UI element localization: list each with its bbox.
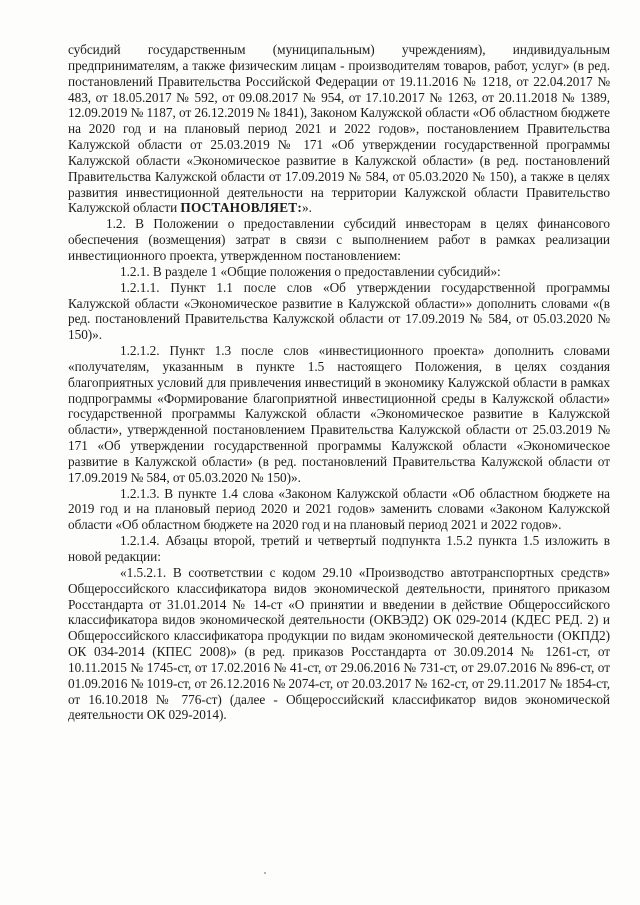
paragraph-1-5-2-1: «1.5.2.1. В соответствии с кодом 29.10 «Производство автотранспортных средств» Общероссийского классификатора видов экономической деятельности, принятого приказом Росстандарта от 31.01.2014 № 14-ст «О принятии и введении в действие Общероссийского классификатора видов экономической деятельности (ОКВЭД2) ОК 029-2014 (КДЕС РЕД. 2) и Общероссийского классификатора продукции по видам экономической деятельности (ОКПД2) ОК 034-2014 (КПЕС 2008)» (в ред. приказов Росстандарта от 30.09.2014 № 1261-ст, от 10.11.2015 № 1745-ст, от 17.02.2016 № 41-ст, от 29.06.2016 № 731-ст, от 29.07.2016 № 896-ст, от 01.09.2016 № 1019-ст, от 26.12.2016 № 2074-ст, от 20.03.2017 № 162-ст, от 29.11.2017 № 1854-ст, от 16.10.2018 № 776-ст) (далее - Общероссийский классификатор видов экономической деятельности ОК 029-2014).	[68, 564, 610, 723]
paragraph-1-2-1-1: 1.2.1.1. Пункт 1.1 после слов «Об утверждении государственной программы Калужской области «Экономическое развитие в Калужской области»» дополнить словами «(в ред. постановлений Правительства Калужской области от 17.09.2019 № 584, от 05.03.2020 № 150)».	[68, 279, 610, 343]
paragraph-1-2-1-4: 1.2.1.4. Абзацы второй, третий и четвертый подпункта 1.5.2 пункта 1.5 изложить в новой редакции:	[68, 533, 610, 564]
decree-keyword: ПОСТАНОВЛЯЕТ:	[180, 200, 303, 216]
preamble-text: субсидий государственным (муниципальным) учреждениям), индивидуальным предпринимателям, а также физическим лицам - производителям товаров, работ, услуг» (в ред. постановлений Правительства Российской Федерации от 19.11.2016 № 1218, от 22.04.2017 № 483, от 18.05.2017 № 592, от 09.08.2017 № 954, от 17.10.2017 № 1263, от 20.11.2018 № 1389, 12.09.2019 № 1187, от 26.12.2019 № 1841), Законом Калужской области «Об областном бюджете на 2020 год и на плановый период 2021 и 2022 годов», постановлением Правительства Калужской области от 25.03.2019 № 171 «Об утверждении государственной программы Калужской области «Экономическое развитие в Калужской области» (в ред. постановлений Правительства Калужской области от 17.09.2019 № 584, от 05.03.2020 № 150), а также в целях развития инвестиционной деятельности на территории Калужской области Правительство Калужской области	[68, 42, 610, 216]
paragraph-1-2-1-3: 1.2.1.3. В пункте 1.4 слова «Законом Калужской области «Об областном бюджете на 2019 год и на плановый период 2020 и 2021 годов» заменить словами «Законом Калужской области «Об областном бюджете на 2020 год и на плановый период 2021 и 2022 годов».	[68, 485, 610, 533]
scan-speck	[264, 872, 266, 874]
paragraph-1-2-1: 1.2.1. В разделе 1 «Общие положения о предоставлении субсидий»:	[120, 263, 501, 279]
paragraph-preamble	[68, 42, 610, 216]
paragraph-1-2: 1.2. В Положении о предоставлении субсидий инвесторам в целях финансового обеспечения (возмещения) затрат в связи с выполнением работ в рамках реализации инвестиционного проекта, утвержденном постановлением:	[68, 216, 610, 263]
paragraph-1-2-1-2: 1.2.1.2. Пункт 1.3 после слов «инвестиционного проекта» дополнить словами «получателям, указанным в пункте 1.5 настоящего Положения, в целях создания благоприятных условий для привлечения инвестиций в экономику Калужской области в рамках подпрограммы «Формирование благоприятной инвестиционной среды в Калужской области» государственной программы Калужской области «Экономическое развитие в Калужской области», утвержденной постановлением Правительства Калужской области от 25.03.2019 № 171 «Об утверждении государственной программы Калужской области «Экономическое развитие в Калужской области» (в ред. постановлений Правительства Калужской области от 17.09.2019 № 584, от 05.03.2020 № 150)».	[68, 343, 610, 485]
preamble-closing: ».	[302, 200, 312, 216]
